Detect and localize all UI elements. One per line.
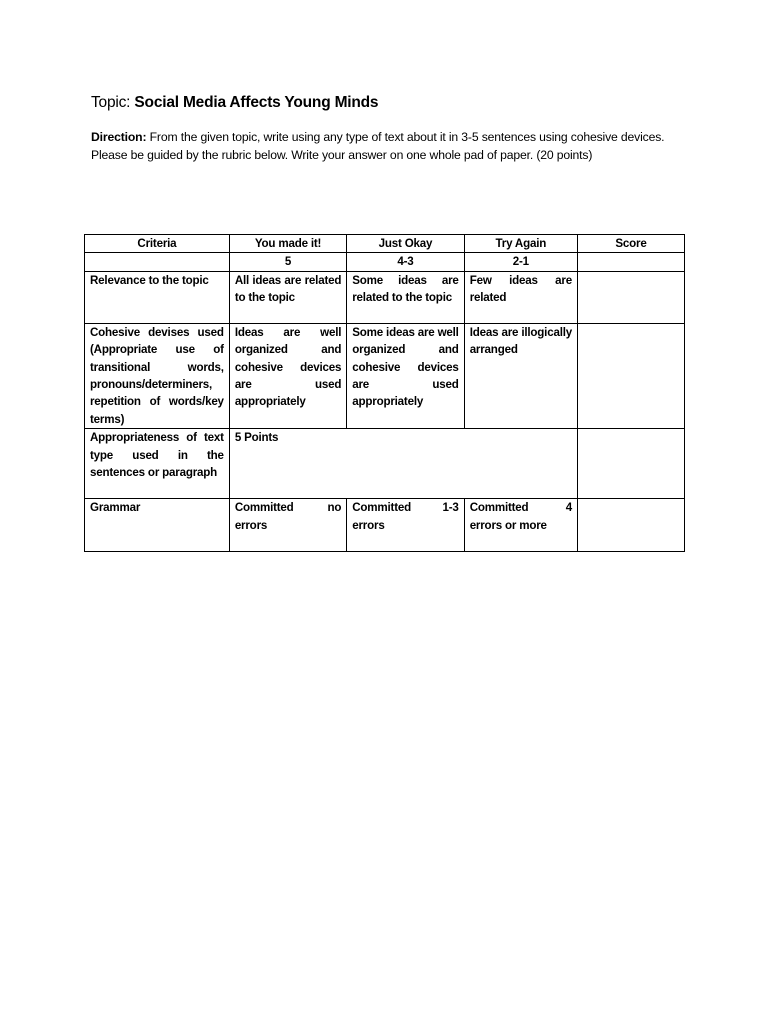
table-row bbox=[85, 271, 685, 323]
criteria-cell: Cohesive devises used (Appropriate use of transitional words, pronouns/determiners, repetition of words/key terms) bbox=[85, 323, 230, 428]
made-it-cell: Ideas are well organized and cohesive devices are used appropriately bbox=[229, 323, 346, 428]
topic-heading bbox=[91, 93, 378, 113]
direction-paragraph bbox=[91, 128, 691, 164]
table-row bbox=[85, 499, 685, 552]
made-it-cell: All ideas are related to the topic bbox=[229, 271, 346, 323]
rubric-table bbox=[84, 234, 685, 552]
try-again-cell: Ideas are illogically arranged bbox=[464, 323, 577, 428]
criteria-cell: Appropriateness of text type used in the sentences or paragraph bbox=[85, 429, 230, 499]
table-row bbox=[85, 323, 685, 428]
try-again-cell: Committed 4 errors or more bbox=[464, 499, 577, 552]
score-cell[interactable] bbox=[578, 429, 685, 499]
just-okay-cell: Some ideas are well organized and cohesive devices are used appropriately bbox=[347, 323, 464, 428]
points-try-again: 2-1 bbox=[464, 253, 577, 271]
points-score bbox=[578, 253, 685, 271]
rubric-points-row bbox=[85, 253, 685, 271]
try-again-cell: Few ideas are related bbox=[464, 271, 577, 323]
score-cell[interactable] bbox=[578, 499, 685, 552]
made-it-cell: Committed no errors bbox=[229, 499, 346, 552]
points-you-made-it: 5 bbox=[229, 253, 346, 271]
header-criteria: Criteria bbox=[85, 235, 230, 253]
points-criteria bbox=[85, 253, 230, 271]
header-you-made-it: You made it! bbox=[229, 235, 346, 253]
topic-title: Social Media Affects Young Minds bbox=[134, 94, 379, 111]
just-okay-cell: Committed 1-3 errors bbox=[347, 499, 464, 552]
table-row bbox=[85, 429, 685, 499]
topic-label: Topic: bbox=[91, 94, 131, 111]
merged-points-cell: 5 Points bbox=[229, 429, 577, 499]
header-score: Score bbox=[578, 235, 685, 253]
header-just-okay: Just Okay bbox=[347, 235, 464, 253]
score-cell[interactable] bbox=[578, 323, 685, 428]
score-cell[interactable] bbox=[578, 271, 685, 323]
points-just-okay: 4-3 bbox=[347, 253, 464, 271]
just-okay-cell: Some ideas are related to the topic bbox=[347, 271, 464, 323]
criteria-cell: Grammar bbox=[85, 499, 230, 552]
header-try-again: Try Again bbox=[464, 235, 577, 253]
direction-label: Direction: bbox=[91, 130, 147, 144]
criteria-cell: Relevance to the topic bbox=[85, 271, 230, 323]
direction-text: From the given topic, write using any type of text about it in 3-5 sentences using cohesive devices. Please be guided by the rubric below. Write your answer on one whole pad of paper. (20 points) bbox=[91, 130, 665, 162]
rubric-header-row bbox=[85, 235, 685, 253]
